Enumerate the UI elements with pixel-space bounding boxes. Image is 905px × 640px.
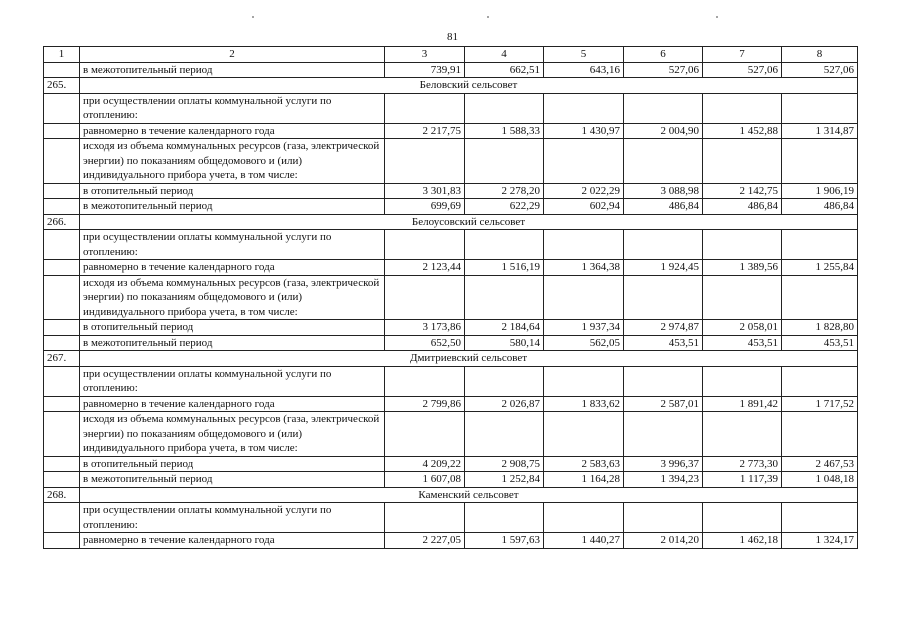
value-cell: 527,06	[624, 62, 703, 78]
empty-cell	[782, 139, 858, 184]
section-row	[44, 487, 858, 503]
row-label: равномерно в течение календарного года	[80, 533, 385, 549]
value-cell: 2 908,75	[465, 456, 544, 472]
value-cell: 1 891,42	[703, 396, 782, 412]
value-cell: 1 588,33	[465, 123, 544, 139]
column-header: 2	[80, 47, 385, 63]
row-label: равномерно в течение календарного года	[80, 123, 385, 139]
value-cell: 602,94	[544, 199, 624, 215]
column-header: 7	[703, 47, 782, 63]
section-number: 265.	[44, 78, 80, 94]
value-cell: 527,06	[703, 62, 782, 78]
value-cell: 527,06	[782, 62, 858, 78]
table-row	[44, 320, 858, 336]
empty-cell	[44, 412, 80, 457]
value-cell: 1 462,18	[703, 533, 782, 549]
empty-cell	[465, 275, 544, 320]
row-label: в межотопительный период	[80, 62, 385, 78]
empty-cell	[385, 139, 465, 184]
empty-cell	[44, 275, 80, 320]
empty-cell	[44, 533, 80, 549]
label-row	[44, 230, 858, 260]
empty-cell	[465, 230, 544, 260]
section-name: Беловский сельсовет	[80, 78, 858, 94]
table-row	[44, 456, 858, 472]
empty-cell	[703, 275, 782, 320]
value-cell: 2 142,75	[703, 183, 782, 199]
row-label: при осуществлении оплаты коммунальной услуги по отоплению:	[80, 230, 385, 260]
scan-speck	[252, 16, 254, 18]
value-cell: 1 924,45	[624, 260, 703, 276]
scan-speck	[487, 16, 489, 18]
empty-cell	[624, 366, 703, 396]
empty-cell	[703, 139, 782, 184]
row-label: исходя из объема коммунальных ресурсов (газа, электрической энергии) по показаниям общедомового и (или) индивидуального прибора учета, в том числе:	[80, 275, 385, 320]
table-row	[44, 396, 858, 412]
section-row	[44, 214, 858, 230]
value-cell: 1 314,87	[782, 123, 858, 139]
value-cell: 1 048,18	[782, 472, 858, 488]
table-row	[44, 335, 858, 351]
row-label: при осуществлении оплаты коммунальной услуги по отоплению:	[80, 93, 385, 123]
column-header: 6	[624, 47, 703, 63]
value-cell: 2 058,01	[703, 320, 782, 336]
empty-cell	[544, 139, 624, 184]
row-label: исходя из объема коммунальных ресурсов (газа, электрической энергии) по показаниям общедомового и (или) индивидуального прибора учета, в том числе:	[80, 412, 385, 457]
value-cell: 486,84	[624, 199, 703, 215]
empty-cell	[44, 230, 80, 260]
empty-cell	[44, 335, 80, 351]
empty-cell	[385, 93, 465, 123]
value-cell: 2 004,90	[624, 123, 703, 139]
empty-cell	[703, 503, 782, 533]
value-cell: 2 467,53	[782, 456, 858, 472]
value-cell: 1 389,56	[703, 260, 782, 276]
value-cell: 1 516,19	[465, 260, 544, 276]
row-label: в межотопительный период	[80, 472, 385, 488]
section-name: Дмитриевский сельсовет	[80, 351, 858, 367]
value-cell: 2 123,44	[385, 260, 465, 276]
empty-cell	[44, 366, 80, 396]
value-cell: 453,51	[624, 335, 703, 351]
header-row	[44, 47, 858, 63]
value-cell: 2 217,75	[385, 123, 465, 139]
empty-cell	[782, 503, 858, 533]
empty-cell	[703, 230, 782, 260]
label-row	[44, 275, 858, 320]
value-cell: 739,91	[385, 62, 465, 78]
column-header: 3	[385, 47, 465, 63]
value-cell: 652,50	[385, 335, 465, 351]
row-label: равномерно в течение календарного года	[80, 396, 385, 412]
empty-cell	[465, 412, 544, 457]
empty-cell	[624, 230, 703, 260]
section-number: 266.	[44, 214, 80, 230]
column-header: 1	[44, 47, 80, 63]
empty-cell	[44, 472, 80, 488]
empty-cell	[44, 503, 80, 533]
empty-cell	[465, 366, 544, 396]
value-cell: 1 833,62	[544, 396, 624, 412]
empty-cell	[385, 230, 465, 260]
empty-cell	[544, 93, 624, 123]
value-cell: 662,51	[465, 62, 544, 78]
value-cell: 486,84	[782, 199, 858, 215]
empty-cell	[465, 503, 544, 533]
empty-cell	[782, 275, 858, 320]
section-name: Белоусовский сельсовет	[80, 214, 858, 230]
empty-cell	[544, 503, 624, 533]
label-row	[44, 93, 858, 123]
empty-cell	[703, 366, 782, 396]
value-cell: 1 607,08	[385, 472, 465, 488]
empty-cell	[44, 199, 80, 215]
value-cell: 562,05	[544, 335, 624, 351]
value-cell: 453,51	[703, 335, 782, 351]
table-row	[44, 62, 858, 78]
value-cell: 622,29	[465, 199, 544, 215]
value-cell: 1 937,34	[544, 320, 624, 336]
value-cell: 4 209,22	[385, 456, 465, 472]
table-row	[44, 472, 858, 488]
value-cell: 453,51	[782, 335, 858, 351]
empty-cell	[465, 93, 544, 123]
value-cell: 1 906,19	[782, 183, 858, 199]
page-number: 81	[447, 31, 458, 43]
empty-cell	[44, 456, 80, 472]
value-cell: 699,69	[385, 199, 465, 215]
value-cell: 1 440,27	[544, 533, 624, 549]
section-name: Каменский сельсовет	[80, 487, 858, 503]
value-cell: 2 022,29	[544, 183, 624, 199]
value-cell: 2 587,01	[624, 396, 703, 412]
value-cell: 643,16	[544, 62, 624, 78]
value-cell: 3 088,98	[624, 183, 703, 199]
empty-cell	[44, 260, 80, 276]
value-cell: 2 799,86	[385, 396, 465, 412]
empty-cell	[44, 93, 80, 123]
value-cell: 1 164,28	[544, 472, 624, 488]
value-cell: 2 014,20	[624, 533, 703, 549]
empty-cell	[703, 412, 782, 457]
row-label: в межотопительный период	[80, 199, 385, 215]
value-cell: 1 597,63	[465, 533, 544, 549]
empty-cell	[782, 366, 858, 396]
empty-cell	[385, 412, 465, 457]
empty-cell	[544, 230, 624, 260]
label-row	[44, 139, 858, 184]
scan-speck	[716, 16, 718, 18]
empty-cell	[44, 123, 80, 139]
column-header: 4	[465, 47, 544, 63]
label-row	[44, 503, 858, 533]
empty-cell	[624, 503, 703, 533]
value-cell: 1 364,38	[544, 260, 624, 276]
value-cell: 1 252,84	[465, 472, 544, 488]
empty-cell	[624, 412, 703, 457]
empty-cell	[385, 503, 465, 533]
row-label: исходя из объема коммунальных ресурсов (газа, электрической энергии) по показаниям общедомового и (или) индивидуального прибора учета, в том числе:	[80, 139, 385, 184]
table-row	[44, 183, 858, 199]
empty-cell	[44, 396, 80, 412]
section-number: 267.	[44, 351, 80, 367]
value-cell: 1 828,80	[782, 320, 858, 336]
row-label: в отопительный период	[80, 183, 385, 199]
value-cell: 1 324,17	[782, 533, 858, 549]
value-cell: 3 996,37	[624, 456, 703, 472]
empty-cell	[44, 62, 80, 78]
row-label: в межотопительный период	[80, 335, 385, 351]
table-row	[44, 260, 858, 276]
empty-cell	[465, 139, 544, 184]
empty-cell	[624, 275, 703, 320]
value-cell: 3 301,83	[385, 183, 465, 199]
row-label: при осуществлении оплаты коммунальной услуги по отоплению:	[80, 366, 385, 396]
section-row	[44, 78, 858, 94]
empty-cell	[624, 139, 703, 184]
value-cell: 2 583,63	[544, 456, 624, 472]
section-number: 268.	[44, 487, 80, 503]
table-row	[44, 533, 858, 549]
empty-cell	[44, 183, 80, 199]
empty-cell	[44, 320, 80, 336]
value-cell: 486,84	[703, 199, 782, 215]
row-label: в отопительный период	[80, 456, 385, 472]
empty-cell	[782, 230, 858, 260]
value-cell: 1 255,84	[782, 260, 858, 276]
empty-cell	[544, 412, 624, 457]
empty-cell	[385, 366, 465, 396]
value-cell: 3 173,86	[385, 320, 465, 336]
table-row	[44, 123, 858, 139]
value-cell: 2 184,64	[465, 320, 544, 336]
value-cell: 2 974,87	[624, 320, 703, 336]
value-cell: 580,14	[465, 335, 544, 351]
empty-cell	[544, 366, 624, 396]
table-row	[44, 199, 858, 215]
value-cell: 2 227,05	[385, 533, 465, 549]
value-cell: 1 117,39	[703, 472, 782, 488]
value-cell: 1 717,52	[782, 396, 858, 412]
empty-cell	[44, 139, 80, 184]
row-label: при осуществлении оплаты коммунальной услуги по отоплению:	[80, 503, 385, 533]
label-row	[44, 412, 858, 457]
value-cell: 1 452,88	[703, 123, 782, 139]
empty-cell	[782, 412, 858, 457]
section-row	[44, 351, 858, 367]
empty-cell	[544, 275, 624, 320]
empty-cell	[782, 93, 858, 123]
value-cell: 1 394,23	[624, 472, 703, 488]
value-cell: 1 430,97	[544, 123, 624, 139]
empty-cell	[385, 275, 465, 320]
column-header: 8	[782, 47, 858, 63]
value-cell: 2 026,87	[465, 396, 544, 412]
tariff-table	[43, 46, 858, 549]
row-label: в отопительный период	[80, 320, 385, 336]
value-cell: 2 773,30	[703, 456, 782, 472]
value-cell: 2 278,20	[465, 183, 544, 199]
column-header: 5	[544, 47, 624, 63]
empty-cell	[624, 93, 703, 123]
row-label: равномерно в течение календарного года	[80, 260, 385, 276]
label-row	[44, 366, 858, 396]
empty-cell	[703, 93, 782, 123]
